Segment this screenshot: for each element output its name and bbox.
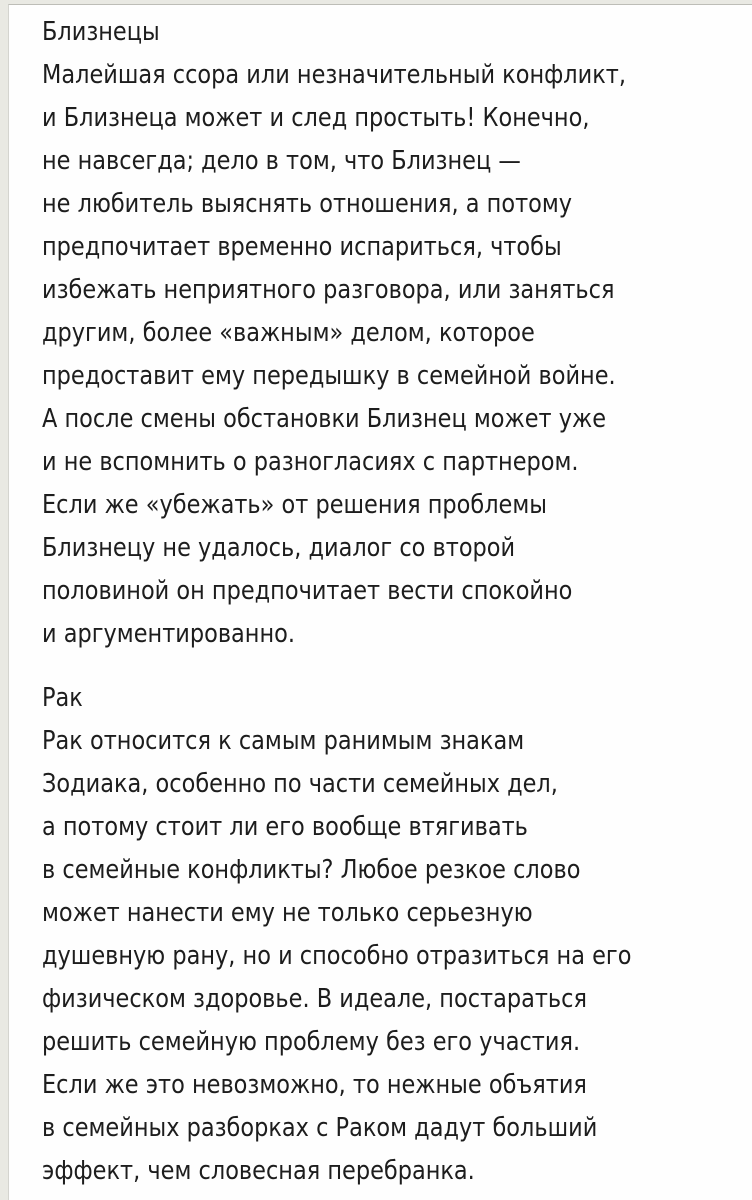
paragraph-line: Малейшая ссора или незначительный конфликт,	[42, 60, 626, 90]
article-page	[8, 4, 752, 1200]
paragraph-line: а потому стоит ли его вообще втягивать	[42, 812, 528, 842]
paragraph-line: не навсегда; дело в том, что Близнец —	[42, 146, 521, 176]
paragraph-line: А после смены обстановки Близнец может уже	[42, 404, 607, 434]
paragraph-line: Зодиака, особенно по части семейных дел,	[42, 769, 558, 799]
paragraph-line: предпочитает временно испариться, чтобы	[42, 232, 562, 262]
paragraph-line: Если же это невозможно, то нежные объятия	[42, 1070, 587, 1100]
section-cancer	[42, 677, 712, 1193]
paragraph-line: избежать неприятного разговора, или заняться	[42, 275, 615, 305]
paragraph-line: физическом здоровье. В идеале, постараться	[42, 984, 587, 1014]
section-gemini	[42, 11, 706, 656]
paragraph-line: решить семейную проблему без его участия.	[42, 1027, 581, 1057]
paragraph-line: предоставит ему передышку в семейной войне.	[42, 361, 616, 391]
paragraph-line: душевную рану, но и способно отразиться на его	[42, 941, 632, 971]
paragraph-line: в семейные конфликты? Любое резкое слово	[42, 855, 581, 885]
section-heading: Рак	[42, 683, 83, 713]
section-heading: Близнецы	[42, 17, 160, 47]
paragraph-line: не любитель выяснять отношения, а потому	[42, 189, 573, 219]
paragraph-line: может нанести ему не только серьезную	[42, 898, 533, 928]
paragraph-line: в семейных разборках с Раком дадут больший	[42, 1113, 598, 1143]
paragraph-line: и аргументированно.	[42, 619, 295, 649]
paragraph-line: эффект, чем словесная перебранка.	[42, 1156, 475, 1186]
paragraph-line: Рак относится к самым ранимым знакам	[42, 726, 525, 756]
paragraph-line: половиной он предпочитает вести спокойно	[42, 576, 573, 606]
paragraph-line: и не вспомнить о разногласиях с партнером.	[42, 447, 579, 477]
paragraph-line: Если же «убежать» от решения проблемы	[42, 490, 548, 520]
paragraph-line: Близнецу не удалось, диалог со второй	[42, 533, 516, 563]
paragraph-line: другим, более «важным» делом, которое	[42, 318, 535, 348]
paragraph-line: и Близнеца может и след простыть! Конечно,	[42, 103, 590, 133]
